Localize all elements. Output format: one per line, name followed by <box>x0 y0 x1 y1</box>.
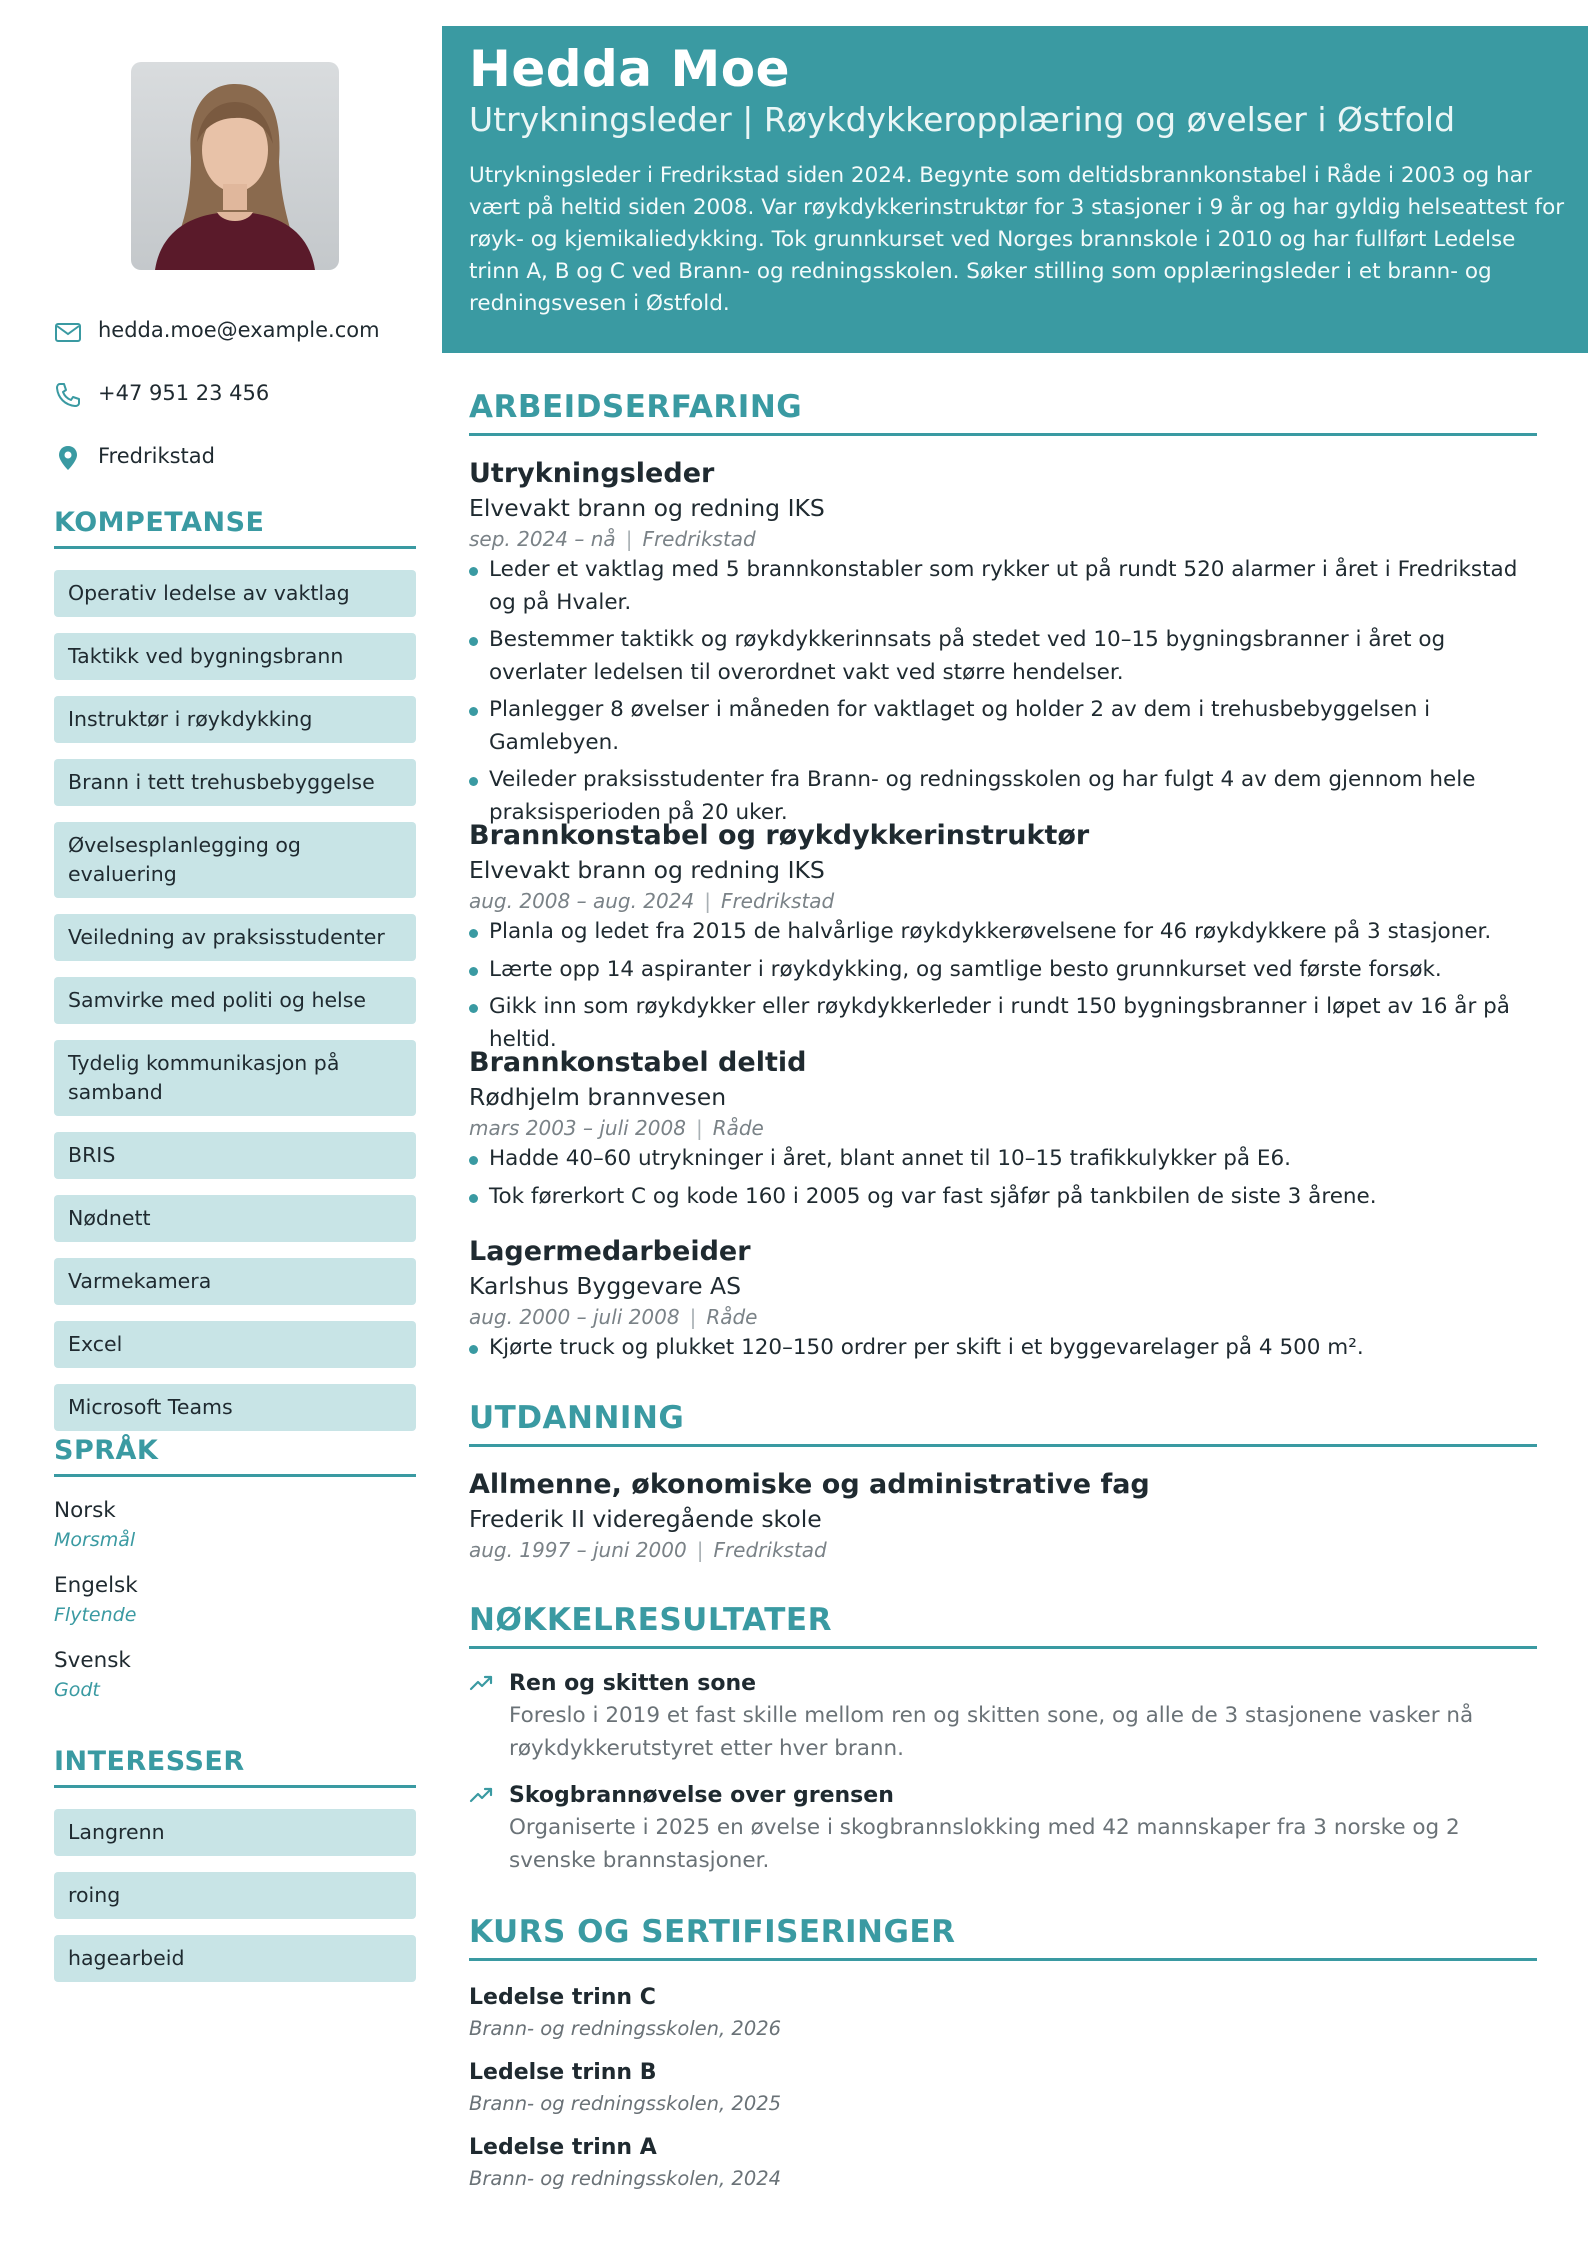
job-entry <box>469 818 1537 1061</box>
skill-chip: Microsoft Teams <box>54 1384 416 1431</box>
results-heading: NØKKELRESULTATER <box>469 1602 1537 1649</box>
bullet-item <box>469 554 1537 619</box>
job-bullets <box>469 1332 1537 1365</box>
language-level: Flytende <box>54 1604 137 1626</box>
language-item <box>54 1646 416 1721</box>
bullet-item <box>469 624 1537 689</box>
language-name: Svensk <box>54 1648 131 1673</box>
skill-chip: Instruktør i røykdykking <box>54 696 416 743</box>
language-level: Morsmål <box>54 1529 136 1551</box>
job-entry <box>469 456 1537 834</box>
skill-chip: Excel <box>54 1321 416 1368</box>
meta-separator: | <box>695 1116 703 1140</box>
job-bullets <box>469 554 1537 829</box>
trending-up-icon <box>469 1782 495 1808</box>
education-title: Allmenne, økonomiske og administrative fag <box>469 1469 1150 1500</box>
certification-item <box>469 1982 1537 2044</box>
languages-heading: SPRÅK <box>54 1435 416 1477</box>
job-title: Utrykningsleder <box>469 458 715 489</box>
contact-email[interactable] <box>54 312 416 352</box>
bullet-dot-icon <box>469 1194 478 1203</box>
bullet-text: Lærte opp 14 aspiranter i røykdykking, og samtlige besto grunnkurset ved første forsøk. <box>489 956 1442 982</box>
result-item <box>469 1668 1537 1765</box>
bullet-text: Veileder praksisstudenter fra Brann- og redningsskolen og har fulgt 4 av dem gjennom hele praksisperioden på 20 uker. <box>489 767 1476 825</box>
education-period: aug. 1997 – juni 2000 <box>469 1538 687 1562</box>
result-text: Organiserte i 2025 en øvelse i skogbrannslokking med 42 mannskaper fra 3 norske og 2 svenske brannstasjoner. <box>509 1815 1460 1873</box>
interest-chip: hagearbeid <box>54 1935 416 1982</box>
certification-org: Brann- og redningsskolen, 2024 <box>469 2167 782 2190</box>
bullet-text: Bestemmer taktikk og røykdykkerinnsats på stedet ved 10–15 bygningsbranner i året og overlater ledelsen til overordnet vakt ved større hendelser. <box>489 627 1446 685</box>
bullet-dot-icon <box>469 567 478 576</box>
skills-list <box>54 570 416 1447</box>
interests-heading: INTERESSER <box>54 1746 416 1788</box>
job-period: mars 2003 – juli 2008 <box>469 1116 686 1140</box>
result-title: Skogbrannøvelse over grensen <box>509 1783 894 1808</box>
languages-list <box>54 1496 416 1721</box>
job-place: Råde <box>712 1116 764 1140</box>
education-meta <box>469 1535 1537 1565</box>
skill-chip: Tydelig kommunikasjon på samband <box>54 1040 416 1116</box>
education-place: Fredrikstad <box>713 1538 827 1562</box>
experience-heading: ARBEIDSERFARING <box>469 389 1537 436</box>
skill-chip: BRIS <box>54 1132 416 1179</box>
job-entry <box>469 1234 1537 1370</box>
portrait-image <box>131 62 339 270</box>
job-period: sep. 2024 – nå <box>469 527 616 551</box>
bullet-text: Gikk inn som røykdykker eller røykdykkerleder i rundt 150 bygningsbranner i løpet av 16 år på heltid. <box>489 994 1510 1052</box>
meta-separator: | <box>689 1305 697 1329</box>
bullet-dot-icon <box>469 967 478 976</box>
bullet-text: Tok førerkort C og kode 160 i 2005 og var fast sjåfør på tankbilen de siste 3 årene. <box>489 1183 1377 1209</box>
job-company: Elvevakt brann og redning IKS <box>469 494 825 522</box>
contact-location <box>54 438 416 478</box>
job-headline: Utrykningsleder | Røykdykkeropplæring og øvelser i Østfold <box>469 100 1456 139</box>
certification-org: Brann- og redningsskolen, 2026 <box>469 2017 782 2040</box>
location-pin-icon <box>54 444 82 472</box>
contact-phone[interactable] <box>54 375 416 415</box>
phone-icon <box>54 381 82 409</box>
job-company: Rødhjelm brannvesen <box>469 1083 727 1111</box>
bullet-text: Hadde 40–60 utrykninger i året, blant annet til 10–15 trafikkulykker på E6. <box>489 1146 1291 1171</box>
skill-chip: Brann i tett trehusbebyggelse <box>54 759 416 806</box>
interests-list <box>54 1809 416 1998</box>
language-name: Norsk <box>54 1498 116 1523</box>
profile-summary: Utrykningsleder i Fredrikstad siden 2024. Begynte som deltidsbrannkonstabel i Råde i 2003 og har vært på heltid siden 2008. Var røykdykkerinstruktør for 3 stasjoner i 9 år og har gyldig helseattest for røyk- og kjemikaliedykking. Tok grunnkurset ved Norges brannskole i 2010 og har fullført Ledelse trinn A, B og C ved Brann- og redningsskolen. Søker stilling som opplæringsleder i et brann- og redningsvesen i Østfold. <box>469 163 1565 316</box>
job-bullets <box>469 916 1537 1056</box>
meta-separator: | <box>696 1538 704 1562</box>
language-name: Engelsk <box>54 1573 138 1598</box>
skill-chip: Øvelsesplanlegging og evaluering <box>54 822 416 898</box>
job-place: Råde <box>706 1305 758 1329</box>
certification-item <box>469 2057 1537 2119</box>
result-text: Foreslo i 2019 et fast skille mellom ren og skitten sone, og alle de 3 stasjonene vasker nå røykdykkerutstyret etter hver brann. <box>509 1703 1474 1761</box>
bullet-dot-icon <box>469 637 478 646</box>
bullet-text: Leder et vaktlag med 5 brannkonstabler som rykker ut på rundt 520 alarmer i året i Fredrikstad og på Hvaler. <box>489 557 1518 615</box>
certification-org: Brann- og redningsskolen, 2025 <box>469 2092 782 2115</box>
person-name: Hedda Moe <box>469 40 791 98</box>
location-text: Fredrikstad <box>98 444 215 468</box>
certification-name: Ledelse trinn B <box>469 2060 657 2085</box>
job-period: aug. 2000 – juli 2008 <box>469 1305 680 1329</box>
skills-heading: KOMPETANSE <box>54 507 416 549</box>
job-company: Elvevakt brann og redning IKS <box>469 856 825 884</box>
language-level: Godt <box>54 1679 100 1701</box>
interest-chip: roing <box>54 1872 416 1919</box>
bullet-text: Planla og ledet fra 2015 de halvårlige røykdykkerøvelsene for 46 røykdykkere på 3 stasjoner. <box>489 919 1492 944</box>
job-title: Lagermedarbeider <box>469 1236 751 1267</box>
bullet-dot-icon <box>469 777 478 786</box>
job-meta <box>469 886 1537 916</box>
job-company: Karlshus Byggevare AS <box>469 1272 742 1300</box>
education-entry <box>469 1467 1537 1565</box>
skill-chip: Varmekamera <box>54 1258 416 1305</box>
job-meta <box>469 1302 1537 1332</box>
bullet-dot-icon <box>469 1004 478 1013</box>
job-period: aug. 2008 – aug. 2024 <box>469 889 695 913</box>
certification-name: Ledelse trinn A <box>469 2135 657 2160</box>
bullet-dot-icon <box>469 929 478 938</box>
email-text: hedda.moe@example.com <box>98 318 380 342</box>
bullet-item <box>469 954 1537 987</box>
certifications-heading: KURS OG SERTIFISERINGER <box>469 1914 1537 1961</box>
bullet-dot-icon <box>469 1345 478 1354</box>
bullet-item <box>469 1332 1537 1365</box>
skill-chip: Nødnett <box>54 1195 416 1242</box>
trending-up-icon <box>469 1670 495 1696</box>
skill-chip: Samvirke med politi og helse <box>54 977 416 1024</box>
interest-chip: Langrenn <box>54 1809 416 1856</box>
job-place: Fredrikstad <box>642 527 756 551</box>
meta-separator: | <box>704 889 711 913</box>
mail-icon <box>54 318 82 346</box>
bullet-dot-icon <box>469 707 478 716</box>
bullet-item <box>469 1143 1537 1176</box>
meta-separator: | <box>625 527 633 551</box>
bullet-item <box>469 694 1537 759</box>
bullet-dot-icon <box>469 1156 478 1165</box>
education-heading: UTDANNING <box>469 1400 1537 1447</box>
job-title: Brannkonstabel og røykdykkerinstruktør <box>469 820 1090 851</box>
result-item <box>469 1780 1537 1877</box>
job-meta <box>469 1113 1537 1143</box>
job-place: Fredrikstad <box>720 889 835 913</box>
phone-text: +47 951 23 456 <box>98 381 270 405</box>
header-banner <box>442 26 1588 353</box>
skill-chip: Veiledning av praksisstudenter <box>54 914 416 961</box>
skill-chip: Taktikk ved bygningsbrann <box>54 633 416 680</box>
bullet-text: Kjørte truck og plukket 120–150 ordrer per skift i et byggevarelager på 4 500 m². <box>489 1335 1364 1360</box>
profile-photo <box>131 62 339 270</box>
job-entry <box>469 1045 1537 1218</box>
bullet-item <box>469 1181 1537 1214</box>
result-title: Ren og skitten sone <box>509 1671 757 1696</box>
job-bullets <box>469 1143 1537 1213</box>
bullet-text: Planlegger 8 øvelser i måneden for vaktlaget og holder 2 av dem i trehusbebyggelsen i Gamlebyen. <box>489 697 1431 755</box>
certification-name: Ledelse trinn C <box>469 1985 656 2010</box>
certification-item <box>469 2132 1537 2194</box>
skill-chip: Operativ ledelse av vaktlag <box>54 570 416 617</box>
bullet-item <box>469 916 1537 949</box>
education-school: Frederik II videregående skole <box>469 1505 822 1533</box>
job-title: Brannkonstabel deltid <box>469 1047 807 1078</box>
language-item <box>54 1571 416 1646</box>
job-meta <box>469 524 1537 554</box>
language-item <box>54 1496 416 1571</box>
